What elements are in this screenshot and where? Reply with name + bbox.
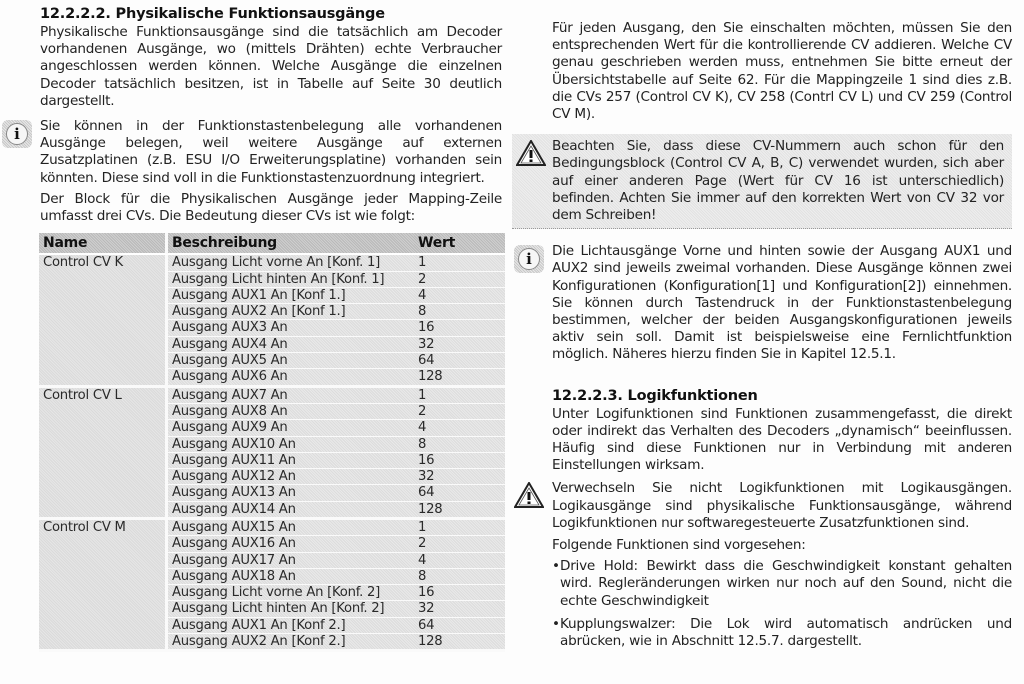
output-value: 16 [414,453,505,469]
list-item [552,616,1012,650]
output-value: 2 [414,536,505,552]
section-title-physical-outputs: 12.2.2.2. Physikalische Funktionsausgänge [40,6,385,22]
output-value: 8 [414,437,505,453]
cv-group-name: Control CV L [39,388,168,520]
output-description: Ausgang AUX1 An [Konf 1.] [168,288,414,304]
output-description: Ausgang AUX10 An [168,437,414,453]
output-description: Ausgang AUX3 An [168,320,414,336]
info-note-left [14,118,502,187]
warning-note-logic [552,480,1012,532]
output-description: Ausgang AUX9 An [168,420,414,436]
output-description: Ausgang AUX1 An [Konf 2.] [168,618,414,634]
info-icon: i [2,120,32,148]
output-value: 64 [414,618,505,634]
warning-note-logic-text: Verwechseln Sie nicht Logikfunktionen mit Logikausgängen. Logikausgänge sind physikalische Funktionsausgänge, während Logikfunktionen nur softwaregesteuerte Zusatzfunktionen sind. [552,480,1012,531]
list-item-text: Drive Hold: Bewirkt dass die Geschwindigkeit konstant gehalten wird. Regleränderungen wirken nur noch auf den Sound, nicht die echte Geschwindigkeit [560,558,1012,609]
output-value: 128 [414,502,505,520]
column-header-description: Beschreibung [168,233,414,255]
physical-outputs-intro: Physikalische Funktionsausgänge sind die tatsächlich am Decoder vorhandenen Ausgänge, wo (mittels Drähten) echte Verbraucher angeschlossen werden können. Welche Ausgänge die einzelnen Decoder tatsächlich besitzen, ist in Tabelle auf Seite 30 deutlich dargestellt. [40,24,502,109]
cv-group-name: Control CV M [39,520,168,652]
warning-icon [516,140,546,166]
right-column [526,20,1012,656]
warning-box-cv-numbers [512,134,1012,229]
warning-box-text: Beachten Sie, dass diese CV-Nummern auch schon für den Bedingungsblock (Control CV A, B, C) verwendet wurden, sich aber auf einer anderen Page (Wert für CV 16 ist unterschiedlich) befinden. Achten Sie immer auf den korrekten Wert von CV 32 vor dem Schreiben! [552,138,1004,224]
bullet-icon: • [552,615,560,632]
list-intro: Folgende Funktionen sind vorgesehen: [552,537,806,554]
output-value: 2 [414,272,505,288]
output-description: Ausgang AUX5 An [168,353,414,369]
output-description: Ausgang AUX16 An [168,536,414,552]
output-value: 64 [414,353,505,369]
bullet-icon: • [552,558,560,575]
output-description: Ausgang Licht vorne An [Konf. 1] [168,255,414,271]
info-icon: i [514,245,544,273]
output-description: Ausgang Licht vorne An [Konf. 2] [168,585,414,601]
info-note-right [526,243,1012,363]
cv-group-name: Control CV K [39,255,168,387]
right-intro: Für jeden Ausgang, den Sie einschalten möchten, müssen Sie den entsprechenden Wert für die kontrollierende CV addieren. Welche CV genau geschrieben werden muss, entnehmen Sie bitte erneut der Übersichtstabelle auf Seite 62. Für die Mappingzeile 1 sind dies z.B. die CVs 257 (Control CV K), CV 258 (Contrl CV L) und CV 259 (Control CV M). [552,20,1012,123]
output-value: 32 [414,601,505,617]
output-value: 2 [414,404,505,420]
output-value: 64 [414,485,505,501]
output-description: Ausgang AUX12 An [168,469,414,485]
output-description: Ausgang AUX17 An [168,553,414,569]
column-header-name: Name [39,233,168,255]
section-title-logic-functions: 12.2.2.3. Logikfunktionen [552,387,758,404]
output-value: 1 [414,388,505,404]
output-description: Ausgang AUX2 An [Konf 2.] [168,634,414,652]
output-value: 16 [414,320,505,336]
info-note-left-text: Sie können in der Funktionstastenbelegung alle vorhandenen Ausgänge belegen, weil weitere Ausgänge auf externen Zusatzplatinen (z.B. ESU I/O Erweiterungsplatine) vorhanden sein könnten. Diese sind voll in die Funktionstastenzuordnung integriert. [40,118,502,186]
output-description: Ausgang AUX7 An [168,388,414,404]
output-value: 4 [414,420,505,436]
info-note-right-text: Die Lichtausgänge Vorne und hinten sowie der Ausgang AUX1 und AUX2 sind jeweils zweimal vorhanden. Diese Ausgänge können zwei Konfigurationen (Konfiguration[1] und Konfiguration[2]) einnehmen. Sie können durch Tastendruck in der Funktionstastenbelegung bestimmen, welcher der beiden Ausgangskonfigurationen jeweils aktiv sein soll. Damit ist beispielsweise eine Fernlichtfunktion möglich. Näheres hierzu finden Sie in Kapitel 12.5.1. [552,243,1012,363]
table-row [39,520,505,536]
output-value: 1 [414,255,505,271]
output-value: 32 [414,469,505,485]
output-description: Ausgang AUX6 An [168,369,414,387]
output-description: Ausgang AUX14 An [168,502,414,520]
block-description: Der Block für die Physikalischen Ausgänge jeder Mapping-Zeile umfasst drei CVs. Die Bedeutung dieser CVs ist wie folgt: [40,190,502,225]
output-description: Ausgang AUX4 An [168,337,414,353]
output-value: 128 [414,369,505,387]
table-row [39,388,505,404]
output-value: 16 [414,585,505,601]
output-description: Ausgang AUX15 An [168,520,414,536]
output-description: Ausgang AUX13 An [168,485,414,501]
output-value: 128 [414,634,505,652]
output-value: 4 [414,553,505,569]
list-item [552,558,1012,610]
column-header-value: Wert [414,233,505,255]
output-description: Ausgang Licht hinten An [Konf. 1] [168,272,414,288]
logic-function-list [552,558,1012,650]
output-value: 1 [414,520,505,536]
output-value: 8 [414,304,505,320]
output-description: Ausgang AUX11 An [168,453,414,469]
logic-functions-intro: Unter Logifunktionen sind Funktionen zusammengefasst, die direkt oder indirekt das Verhalten des Decoders „dynamisch“ beeinflussen. Häufig sind diese Funktionen nur in Verbindung mit anderen Einstellungen wirksam. [552,405,1012,474]
output-description: Ausgang Licht hinten An [Konf. 2] [168,601,414,617]
output-description: Ausgang AUX8 An [168,404,414,420]
output-description: Ausgang AUX18 An [168,569,414,585]
list-item-text: Kupplungswalzer: Die Lok wird automatisch andrücken und abrücken, wie in Abschnitt 12.5.7. dargestellt. [560,615,1012,650]
left-column [14,4,502,652]
output-description: Ausgang AUX2 An [Konf 1.] [168,304,414,320]
output-value: 4 [414,288,505,304]
table-row [39,255,505,271]
cv-table-body [39,255,505,652]
output-value: 8 [414,569,505,585]
cv-table [39,233,505,652]
table-header-row [39,233,505,255]
output-value: 32 [414,337,505,353]
warning-icon [514,482,544,508]
